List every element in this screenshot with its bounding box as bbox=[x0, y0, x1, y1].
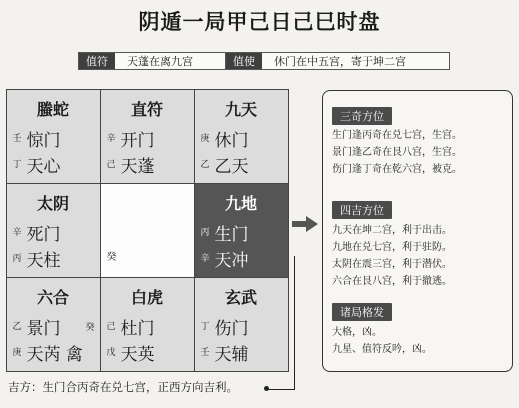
star-name: 乙天 bbox=[214, 156, 249, 177]
leader-line bbox=[267, 389, 295, 390]
spirit-name: 九地 bbox=[224, 193, 257, 213]
sanqi-lines bbox=[332, 127, 462, 178]
stem: 乙 bbox=[200, 159, 210, 170]
auspicious-direction bbox=[8, 379, 238, 395]
star-name: 天蓬 bbox=[120, 156, 155, 177]
footer-text: 生门合丙奇在兑七宫，正西方向吉利。 bbox=[42, 380, 238, 394]
right-arrow-icon bbox=[292, 216, 318, 232]
text-line: 九地在兑七宫，利于驻防。 bbox=[332, 242, 452, 253]
footer-label: 吉方： bbox=[8, 380, 43, 394]
palace-cell-center bbox=[100, 183, 195, 278]
door-name: 伤门 bbox=[214, 318, 249, 339]
stem: 己 bbox=[106, 159, 116, 170]
leader-dot bbox=[264, 386, 269, 391]
stem: 庚 bbox=[200, 133, 210, 144]
leader-line bbox=[294, 256, 295, 390]
siji-title: 四吉方位 bbox=[332, 201, 392, 219]
door-name: 开门 bbox=[120, 130, 155, 151]
stem: 丁 bbox=[12, 159, 22, 170]
zhifu-tag: 值符 bbox=[79, 53, 115, 69]
stem: 壬 bbox=[200, 347, 210, 358]
palace-cell bbox=[6, 277, 101, 372]
stem: 壬 bbox=[12, 133, 22, 144]
palace-cell bbox=[6, 89, 101, 184]
text-line: 景门逢乙奇在艮八宫，生宫。 bbox=[332, 147, 462, 158]
stem: 癸 bbox=[106, 251, 117, 263]
analysis-panel bbox=[322, 90, 513, 372]
door-name: 景门 bbox=[26, 318, 61, 339]
geju-title: 诸局格发 bbox=[332, 303, 392, 321]
palace-cell bbox=[6, 183, 101, 278]
zhishi-value: 休门在中五宫，寄于坤二宫 bbox=[274, 55, 406, 68]
stem: 庚 bbox=[12, 347, 22, 358]
siji-lines bbox=[332, 222, 452, 290]
spirit-name: 玄武 bbox=[224, 287, 257, 307]
star-name: 天芮 禽 bbox=[26, 344, 83, 365]
spirit-name: 九天 bbox=[224, 99, 257, 119]
star-name: 天柱 bbox=[26, 250, 61, 271]
spirit-name: 螣蛇 bbox=[36, 99, 69, 119]
palace-cell bbox=[194, 89, 289, 184]
star-name: 天英 bbox=[120, 344, 155, 365]
stem: 乙 bbox=[12, 321, 22, 332]
star-name: 天冲 bbox=[214, 250, 249, 271]
door-name: 生门 bbox=[214, 224, 249, 245]
door-name: 惊门 bbox=[26, 130, 61, 151]
text-line: 九天在坤二宫，利于出击。 bbox=[332, 225, 452, 236]
text-line: 太阴在震三宫，利于潜伏。 bbox=[332, 259, 452, 270]
palace-grid bbox=[6, 89, 288, 371]
star-name: 天辅 bbox=[214, 344, 249, 365]
info-bar bbox=[78, 52, 450, 70]
spirit-name: 白虎 bbox=[130, 287, 163, 307]
palace-cell-highlighted bbox=[194, 183, 289, 278]
spirit-name: 六合 bbox=[36, 287, 69, 307]
door-name: 杜门 bbox=[120, 318, 155, 339]
stem: 丁 bbox=[200, 321, 210, 332]
spirit-name: 太阴 bbox=[36, 193, 69, 213]
text-line: 六合在艮八宫，利于撤逃。 bbox=[332, 276, 452, 287]
door-name: 死门 bbox=[26, 224, 61, 245]
stem: 辛 bbox=[200, 253, 210, 264]
page-title: 阴遁一局甲己日己巳时盘 bbox=[138, 10, 381, 34]
geju-lines bbox=[332, 324, 432, 358]
palace-cell bbox=[100, 89, 195, 184]
stem: 辛 bbox=[12, 227, 22, 238]
text-line: 大格，凶。 bbox=[332, 327, 382, 338]
stem: 己 bbox=[106, 321, 116, 332]
stem: 辛 bbox=[106, 133, 116, 144]
text-line: 九星、值符反吟，凶。 bbox=[332, 344, 432, 355]
palace-cell bbox=[194, 277, 289, 372]
stem: 丙 bbox=[200, 227, 210, 238]
text-line: 生门逢丙奇在兑七宫，生宫。 bbox=[332, 130, 462, 141]
palace-cell bbox=[100, 277, 195, 372]
stem: 戊 bbox=[106, 347, 116, 358]
stem: 癸 bbox=[85, 322, 95, 333]
text-line: 伤门逢丁奇在乾六宫，被克。 bbox=[332, 164, 462, 175]
zhishi-tag: 值使 bbox=[226, 53, 262, 69]
spirit-name: 直符 bbox=[130, 99, 163, 119]
sanqi-title: 三奇方位 bbox=[332, 107, 392, 125]
zhifu-value: 天蓬在离九宫 bbox=[115, 53, 226, 69]
star-name: 天心 bbox=[26, 156, 61, 177]
door-name: 休门 bbox=[214, 130, 249, 151]
stem: 丙 bbox=[12, 253, 22, 264]
